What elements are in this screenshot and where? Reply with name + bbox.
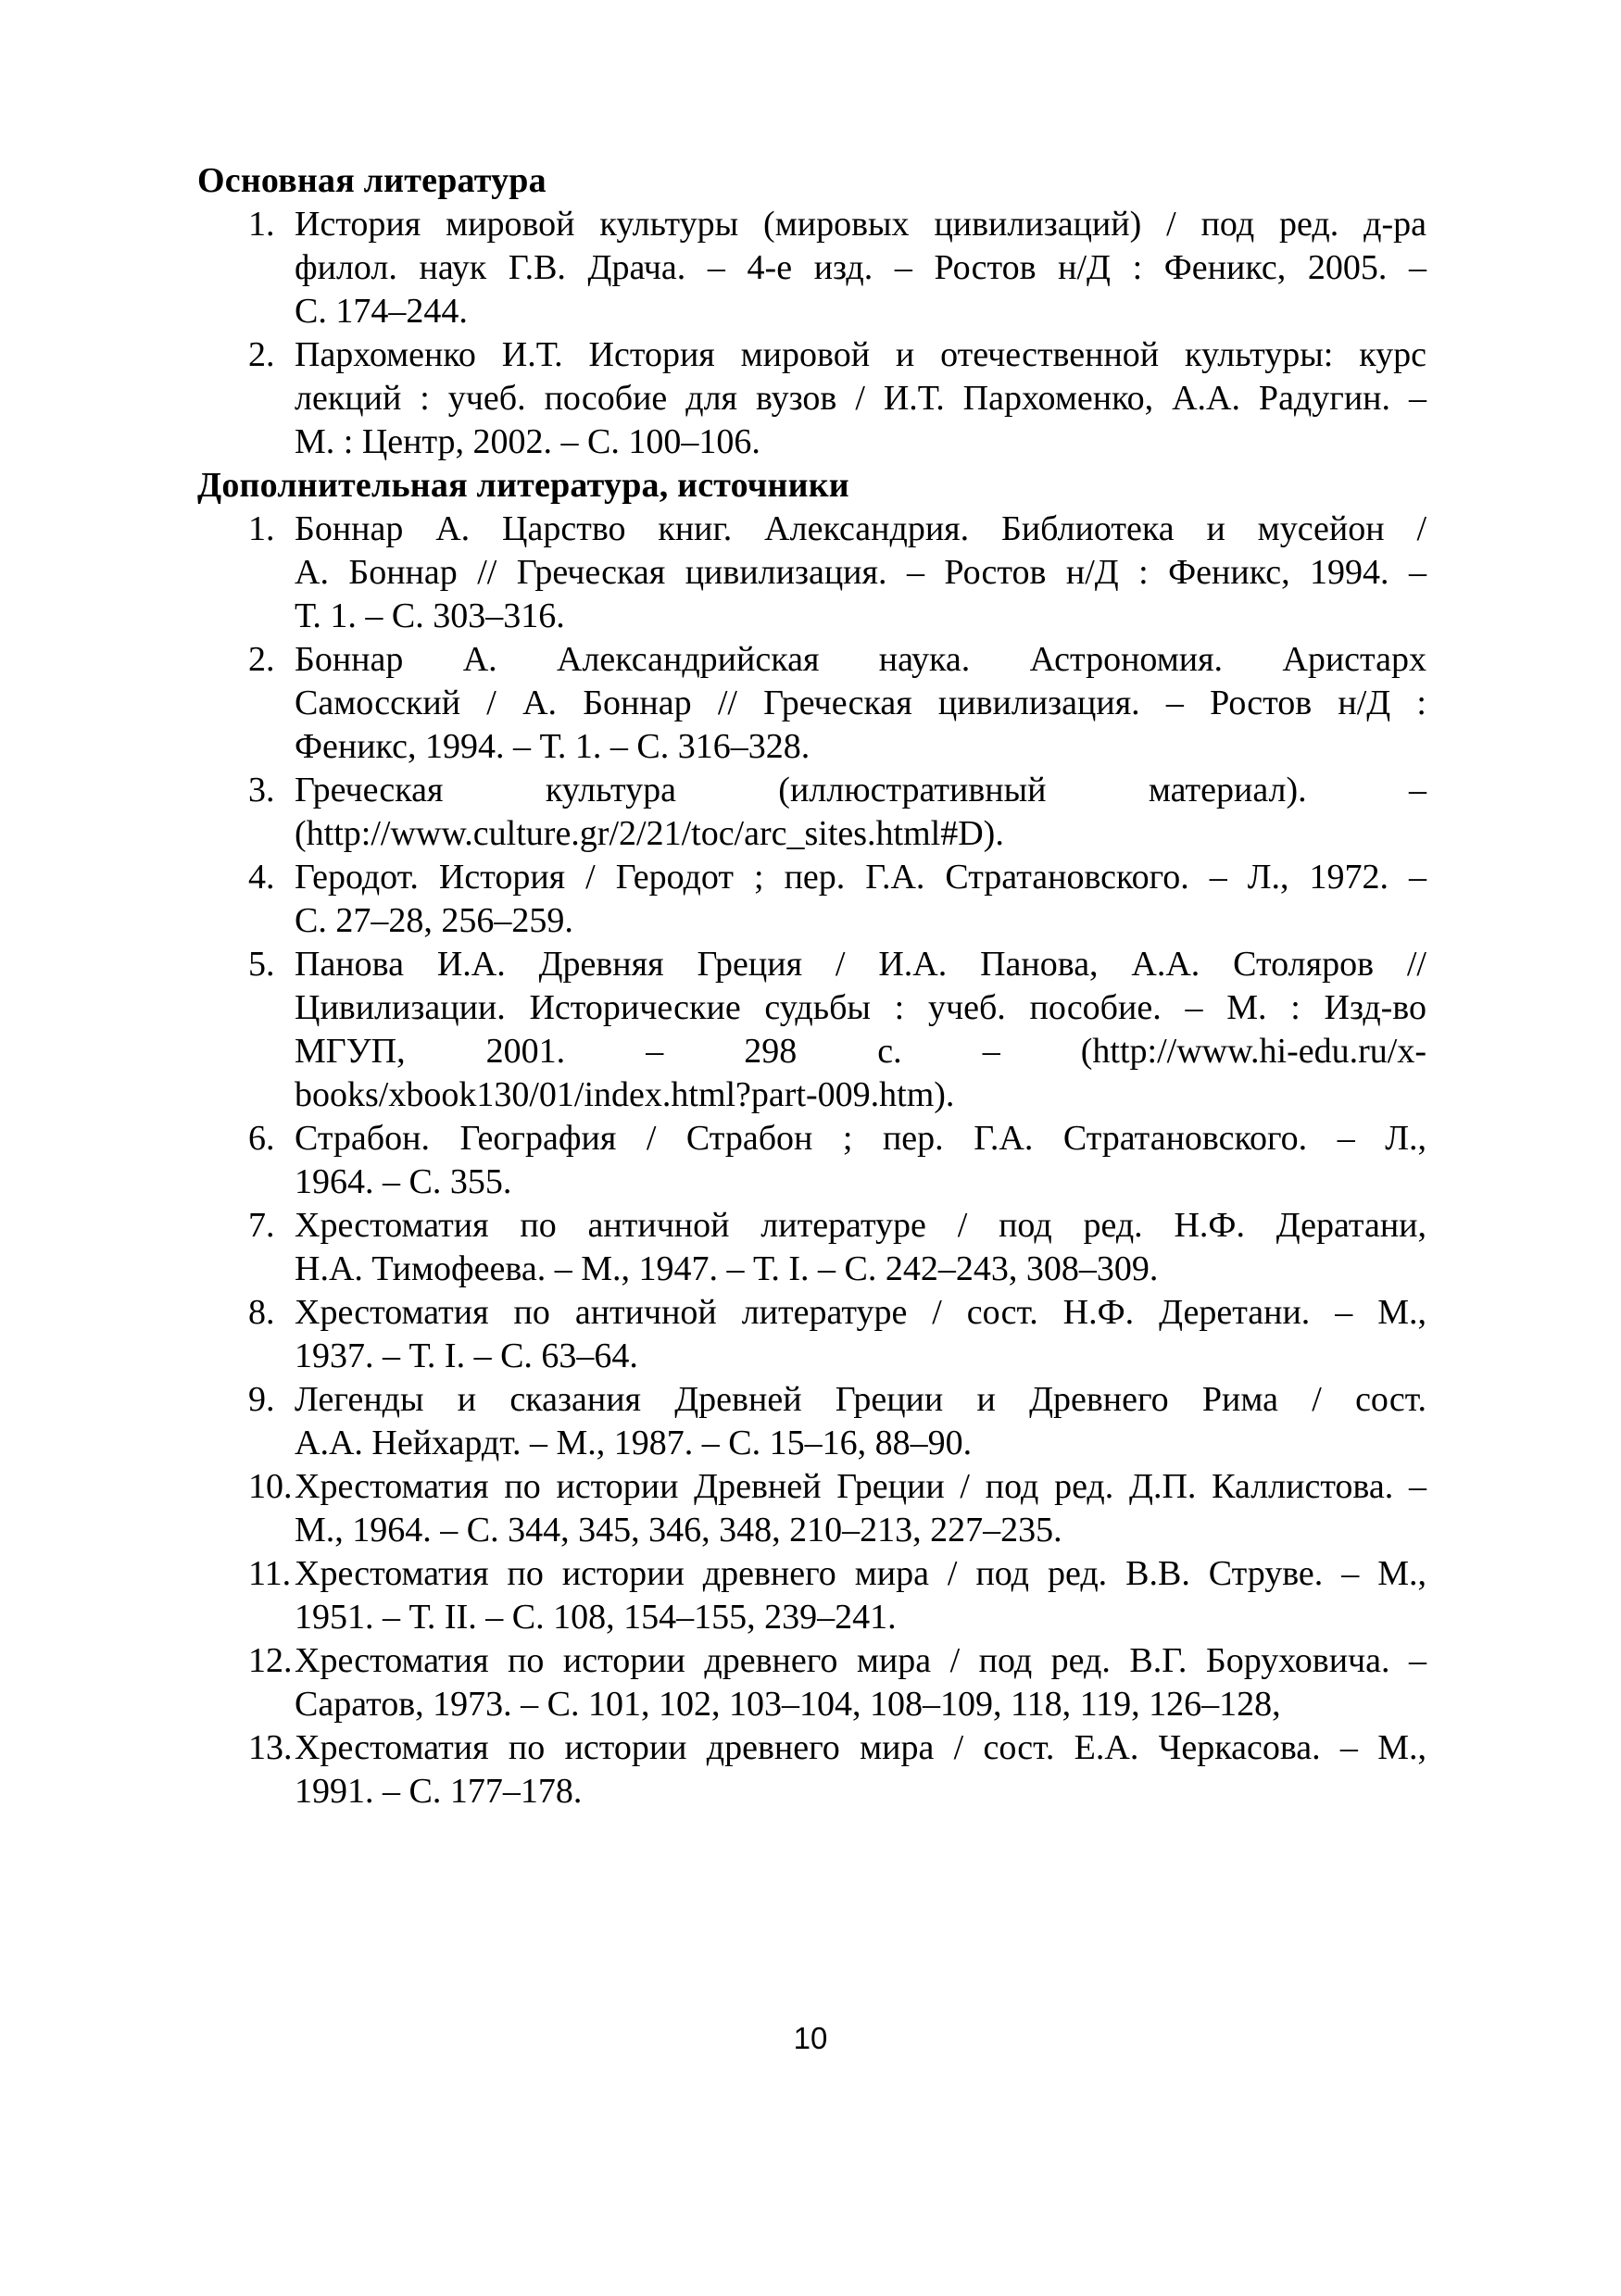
item-line: филол. наук Г.В. Драча. – 4-е изд. – Ростов н/Д : Феникс, 2005. – xyxy=(295,248,1426,287)
item-number: 8. xyxy=(248,1293,275,1332)
item-number: 4. xyxy=(248,858,275,897)
item-line: 1964. – С. 355. xyxy=(295,1162,512,1201)
item-line: Страбон. География / Страбон ; пер. Г.А. Стратановского. – Л., xyxy=(295,1119,1426,1158)
item-line: М. : Центр, 2002. – С. 100–106. xyxy=(295,422,760,461)
item-line: Хрестоматия по истории древнего мира / сост. Е.А. Черкасова. – М., xyxy=(295,1728,1426,1767)
item-line: 1951. – Т. II. – С. 108, 154–155, 239–241. xyxy=(295,1598,897,1637)
item-number: 9. xyxy=(248,1380,275,1419)
bibliography-item xyxy=(197,1726,1426,1813)
item-line: Пархоменко И.Т. История мировой и отечественной культуры: курс xyxy=(295,335,1426,374)
item-line: Н.А. Тимофеева. – М., 1947. – Т. I. – С. 242–243, 308–309. xyxy=(295,1249,1159,1288)
item-line: Хрестоматия по античной литературе / под ред. Н.Ф. Дератани, xyxy=(295,1206,1426,1245)
bibliography-text-block xyxy=(197,159,1426,1813)
section-heading-additional-literature: Дополнительная литература, источники xyxy=(197,466,849,505)
item-line: Боннар А. Царство книг. Александрия. Библиотека и мусейон / xyxy=(295,509,1426,548)
bibliography-item xyxy=(197,203,1426,333)
bibliography-item xyxy=(197,1291,1426,1378)
item-line: Т. 1. – С. 303–316. xyxy=(295,596,565,635)
bibliography-item xyxy=(197,1465,1426,1552)
bibliography-item xyxy=(197,1378,1426,1465)
item-number: 12. xyxy=(248,1641,293,1680)
item-number: 7. xyxy=(248,1206,275,1245)
item-line: Легенды и сказания Древней Греции и Древнего Рима / сост. xyxy=(295,1380,1426,1419)
bibliography-item xyxy=(197,1639,1426,1726)
item-line: Боннар А. Александрийская наука. Астрономия. Аристарх xyxy=(295,640,1426,679)
item-number: 2. xyxy=(248,640,275,679)
item-line: Панова И.А. Древняя Греция / И.А. Панова, А.А. Столяров // xyxy=(295,945,1426,984)
bibliography-item xyxy=(197,769,1426,856)
item-line: Хрестоматия по истории древнего мира / под ред. В.Г. Боруховича. – xyxy=(295,1641,1426,1680)
item-line: А.А. Нейхардт. – М., 1987. – С. 15–16, 88–90. xyxy=(295,1424,973,1462)
item-line: МГУП, 2001. – 298 с. – (http://www.hi-edu.ru/x- xyxy=(295,1032,1426,1071)
item-line: лекций : учеб. пособие для вузов / И.Т. Пархоменко, А.А. Радугин. – xyxy=(295,379,1426,418)
item-line: (http://www.culture.gr/2/21/toc/arc_sites.html#D). xyxy=(295,814,1004,853)
item-line: С. 174–244. xyxy=(295,292,468,331)
item-line: Самосский / А. Боннар // Греческая цивилизация. – Ростов н/Д : xyxy=(295,684,1426,722)
item-number: 10. xyxy=(248,1467,293,1506)
item-line: Цивилизации. Исторические судьбы : учеб. пособие. – М. : Изд-во xyxy=(295,988,1426,1027)
item-number: 11. xyxy=(248,1554,292,1593)
page-number: 10 xyxy=(793,2021,828,2055)
item-line: История мировой культуры (мировых цивилизаций) / под ред. д-ра xyxy=(295,205,1426,244)
bibliography-item xyxy=(197,1204,1426,1291)
item-line: А. Боннар // Греческая цивилизация. – Ростов н/Д : Феникс, 1994. – xyxy=(295,553,1426,592)
item-number: 13. xyxy=(248,1728,293,1767)
item-number: 6. xyxy=(248,1119,275,1158)
item-number: 2. xyxy=(248,335,275,374)
bibliography-item xyxy=(197,856,1426,943)
item-line: Феникс, 1994. – Т. 1. – С. 316–328. xyxy=(295,727,810,766)
item-line: Хрестоматия по античной литературе / сост. Н.Ф. Деретани. – М., xyxy=(295,1293,1426,1332)
bibliography-item xyxy=(197,943,1426,1117)
bibliography-item xyxy=(197,1117,1426,1204)
bibliography-item xyxy=(197,508,1426,638)
item-line: Хрестоматия по истории Древней Греции / под ред. Д.П. Каллистова. – xyxy=(295,1467,1426,1506)
bibliography-item xyxy=(197,333,1426,464)
item-line: 1937. – Т. I. – С. 63–64. xyxy=(295,1336,638,1375)
item-number: 1. xyxy=(248,509,275,548)
item-line: Геродот. История / Геродот ; пер. Г.А. Стратановского. – Л., 1972. – xyxy=(295,858,1426,897)
item-line: Хрестоматия по истории древнего мира / под ред. В.В. Струве. – М., xyxy=(295,1554,1426,1593)
item-line: М., 1964. – С. 344, 345, 346, 348, 210–213, 227–235. xyxy=(295,1511,1062,1549)
bibliography-item xyxy=(197,1552,1426,1639)
item-number: 1. xyxy=(248,205,275,244)
item-line: books/xbook130/01/index.html?part-009.htm). xyxy=(295,1075,955,1114)
item-number: 5. xyxy=(248,945,275,984)
item-number: 3. xyxy=(248,771,275,809)
section-heading-main-literature: Основная литература xyxy=(197,161,547,200)
item-line: Греческая культура (иллюстративный материал). – xyxy=(295,771,1426,809)
item-line: 1991. – С. 177–178. xyxy=(295,1772,583,1811)
item-line: С. 27–28, 256–259. xyxy=(295,901,573,940)
bibliography-item xyxy=(197,638,1426,769)
item-line: Саратов, 1973. – С. 101, 102, 103–104, 108–109, 118, 119, 126–128, xyxy=(295,1685,1281,1724)
